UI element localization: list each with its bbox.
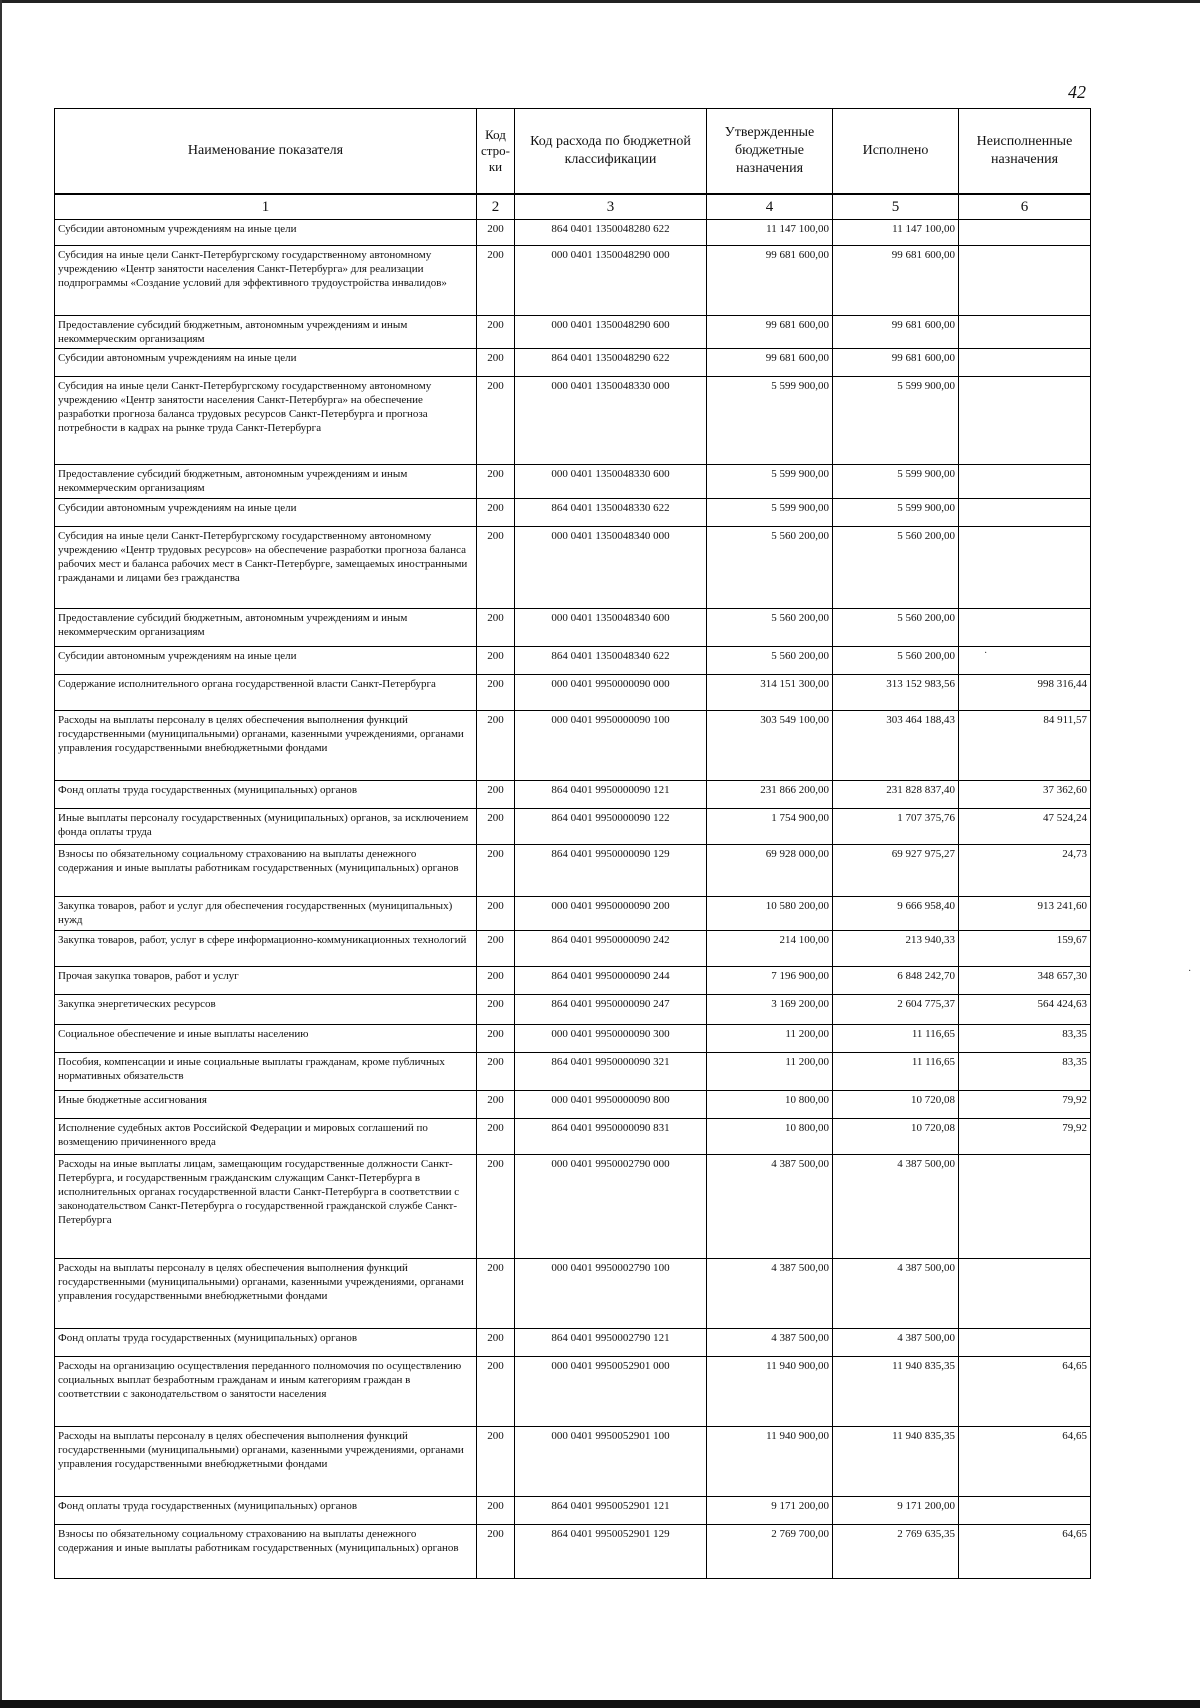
unexecuted-amount: 913 241,60	[959, 897, 1091, 931]
indicator-name: Взносы по обязательному социальному страхованию на выплаты денежного содержания и иные выплаты работникам государственных (муниципальных) органов	[55, 845, 477, 897]
indicator-name: Субсидии автономным учреждениям на иные цели	[55, 349, 477, 377]
table-row	[55, 465, 1091, 499]
expense-code: 864 0401 9950002790 121	[515, 1329, 707, 1357]
unexecuted-amount	[959, 1259, 1091, 1329]
expense-code: 000 0401 1350048330 000	[515, 377, 707, 465]
line-code: 200	[477, 1497, 515, 1525]
executed-amount: 5 560 200,00	[833, 609, 959, 647]
approved-amount: 5 560 200,00	[707, 609, 833, 647]
indicator-name: Закупка энергетических ресурсов	[55, 995, 477, 1025]
executed-amount: 313 152 983,56	[833, 675, 959, 711]
expense-code: 000 0401 9950000090 000	[515, 675, 707, 711]
approved-amount: 2 769 700,00	[707, 1525, 833, 1579]
line-code: 200	[477, 527, 515, 609]
line-code: 200	[477, 465, 515, 499]
expense-code: 864 0401 9950000090 321	[515, 1053, 707, 1091]
unexecuted-amount: 79,92	[959, 1091, 1091, 1119]
line-code: 200	[477, 1259, 515, 1329]
expense-code: 000 0401 1350048330 600	[515, 465, 707, 499]
approved-amount: 99 681 600,00	[707, 316, 833, 349]
indicator-name: Пособия, компенсации и иные социальные выплаты гражданам, кроме публичных нормативных обязательств	[55, 1053, 477, 1091]
indicator-name: Закупка товаров, работ, услуг в сфере информационно-коммуникационных технологий	[55, 931, 477, 967]
line-code: 200	[477, 1091, 515, 1119]
unexecuted-amount	[959, 499, 1091, 527]
executed-amount: 99 681 600,00	[833, 349, 959, 377]
report-body	[55, 220, 1091, 1579]
line-code: 200	[477, 845, 515, 897]
approved-amount: 303 549 100,00	[707, 711, 833, 781]
line-code: 200	[477, 931, 515, 967]
unexecuted-amount: 64,65	[959, 1525, 1091, 1579]
expense-code: 000 0401 9950002790 100	[515, 1259, 707, 1329]
scan-edge-left	[0, 0, 2, 1708]
table-row	[55, 711, 1091, 781]
expense-code: 000 0401 9950000090 100	[515, 711, 707, 781]
expense-code: 864 0401 1350048280 622	[515, 220, 707, 246]
approved-amount: 11 147 100,00	[707, 220, 833, 246]
table-row	[55, 1119, 1091, 1155]
executed-amount: 2 769 635,35	[833, 1525, 959, 1579]
table-row	[55, 1497, 1091, 1525]
approved-amount: 5 599 900,00	[707, 465, 833, 499]
indicator-name: Субсидия на иные цели Санкт-Петербургскому государственному автономному учреждению «Центр занятости населения Санкт-Петербурга» на обеспечение разработки прогноза баланса трудовых ресурсов Санкт-Петербурга и прогноза потребности в кадрах на рынке труда Санкт-Петербурга	[55, 377, 477, 465]
executed-amount: 6 848 242,70	[833, 967, 959, 995]
line-code: 200	[477, 1525, 515, 1579]
approved-amount: 314 151 300,00	[707, 675, 833, 711]
approved-amount: 11 200,00	[707, 1025, 833, 1053]
scan-dot: ·	[1188, 966, 1192, 977]
unexecuted-amount: 47 524,24	[959, 809, 1091, 845]
executed-amount: 303 464 188,43	[833, 711, 959, 781]
scan-dot: ·	[984, 648, 988, 659]
unexecuted-amount	[959, 1497, 1091, 1525]
expense-code: 000 0401 9950000090 300	[515, 1025, 707, 1053]
expense-code: 000 0401 9950052901 000	[515, 1357, 707, 1427]
line-code: 200	[477, 349, 515, 377]
approved-amount: 69 928 000,00	[707, 845, 833, 897]
unexecuted-amount: 79,92	[959, 1119, 1091, 1155]
indicator-name: Субсидия на иные цели Санкт-Петербургскому государственному автономному учреждению «Центр занятости населения Санкт-Петербурга» для реализации подпрограммы «Создание условий для эффективного трудоустройства инвалидов»	[55, 246, 477, 316]
expense-code: 864 0401 9950000090 121	[515, 781, 707, 809]
unexecuted-amount: 64,65	[959, 1427, 1091, 1497]
unexecuted-amount	[959, 349, 1091, 377]
table-row	[55, 1053, 1091, 1091]
approved-amount: 9 171 200,00	[707, 1497, 833, 1525]
unexecuted-amount	[959, 647, 1091, 675]
approved-amount: 4 387 500,00	[707, 1329, 833, 1357]
executed-amount: 4 387 500,00	[833, 1259, 959, 1329]
table-row	[55, 845, 1091, 897]
indicator-name: Расходы на выплаты персоналу в целях обеспечения выполнения функций государственными (муниципальными) органами, казенными учреждениями, органами управления государственными внебюджетными фондами	[55, 1427, 477, 1497]
line-code: 200	[477, 967, 515, 995]
line-code: 200	[477, 995, 515, 1025]
header-expense-code: Код расхода по бюджетной классификации	[515, 109, 707, 195]
line-code: 200	[477, 1053, 515, 1091]
executed-amount: 4 387 500,00	[833, 1329, 959, 1357]
column-number: 2	[477, 194, 515, 220]
header-approved: Утвержденные бюджетные назначения	[707, 109, 833, 195]
header-line-code: Код стро-ки	[477, 109, 515, 195]
expense-code: 000 0401 9950000090 200	[515, 897, 707, 931]
table-row	[55, 897, 1091, 931]
expense-code: 864 0401 9950000090 129	[515, 845, 707, 897]
line-code: 200	[477, 1155, 515, 1259]
indicator-name: Фонд оплаты труда государственных (муниципальных) органов	[55, 1329, 477, 1357]
approved-amount: 231 866 200,00	[707, 781, 833, 809]
table-row	[55, 781, 1091, 809]
approved-amount: 11 940 900,00	[707, 1357, 833, 1427]
line-code: 200	[477, 316, 515, 349]
unexecuted-amount: 83,35	[959, 1025, 1091, 1053]
unexecuted-amount: 24,73	[959, 845, 1091, 897]
unexecuted-amount: 84 911,57	[959, 711, 1091, 781]
line-code: 200	[477, 1329, 515, 1357]
line-code: 200	[477, 220, 515, 246]
column-number: 5	[833, 194, 959, 220]
table-row	[55, 967, 1091, 995]
table-row	[55, 1025, 1091, 1053]
unexecuted-amount	[959, 220, 1091, 246]
header-row	[55, 109, 1091, 195]
table-row	[55, 1329, 1091, 1357]
approved-amount: 5 599 900,00	[707, 377, 833, 465]
line-code: 200	[477, 609, 515, 647]
executed-amount: 5 599 900,00	[833, 465, 959, 499]
line-code: 200	[477, 1119, 515, 1155]
indicator-name: Фонд оплаты труда государственных (муниципальных) органов	[55, 781, 477, 809]
approved-amount: 4 387 500,00	[707, 1259, 833, 1329]
table-row	[55, 1427, 1091, 1497]
executed-amount: 11 147 100,00	[833, 220, 959, 246]
table-row	[55, 1259, 1091, 1329]
unexecuted-amount	[959, 1155, 1091, 1259]
scan-edge-bottom	[0, 1700, 1200, 1708]
approved-amount: 7 196 900,00	[707, 967, 833, 995]
executed-amount: 99 681 600,00	[833, 316, 959, 349]
indicator-name: Иные выплаты персоналу государственных (муниципальных) органов, за исключением фонда оплаты труда	[55, 809, 477, 845]
executed-amount: 11 940 835,35	[833, 1357, 959, 1427]
unexecuted-amount	[959, 1329, 1091, 1357]
unexecuted-amount: 83,35	[959, 1053, 1091, 1091]
approved-amount: 99 681 600,00	[707, 349, 833, 377]
approved-amount: 10 580 200,00	[707, 897, 833, 931]
line-code: 200	[477, 1357, 515, 1427]
approved-amount: 10 800,00	[707, 1119, 833, 1155]
approved-amount: 11 200,00	[707, 1053, 833, 1091]
indicator-name: Иные бюджетные ассигнования	[55, 1091, 477, 1119]
unexecuted-amount	[959, 609, 1091, 647]
table-row	[55, 1357, 1091, 1427]
header-indicator-name: Наименование показателя	[55, 109, 477, 195]
unexecuted-amount: 64,65	[959, 1357, 1091, 1427]
indicator-name: Субсидии автономным учреждениям на иные цели	[55, 499, 477, 527]
line-code: 200	[477, 897, 515, 931]
expense-code: 000 0401 9950052901 100	[515, 1427, 707, 1497]
indicator-name: Расходы на выплаты персоналу в целях обеспечения выполнения функций государственными (муниципальными) органами, казенными учреждениями, органами управления государственными внебюджетными фондами	[55, 1259, 477, 1329]
expense-code: 864 0401 1350048290 622	[515, 349, 707, 377]
unexecuted-amount	[959, 246, 1091, 316]
expense-code: 864 0401 1350048340 622	[515, 647, 707, 675]
header-unexecuted: Неисполненные назначения	[959, 109, 1091, 195]
unexecuted-amount: 564 424,63	[959, 995, 1091, 1025]
indicator-name: Субсидии автономным учреждениям на иные цели	[55, 647, 477, 675]
approved-amount: 11 940 900,00	[707, 1427, 833, 1497]
indicator-name: Взносы по обязательному социальному страхованию на выплаты денежного содержания и иные выплаты работникам государственных (муниципальных) органов	[55, 1525, 477, 1579]
executed-amount: 11 116,65	[833, 1053, 959, 1091]
executed-amount: 9 171 200,00	[833, 1497, 959, 1525]
line-code: 200	[477, 781, 515, 809]
table-row	[55, 349, 1091, 377]
table-row	[55, 647, 1091, 675]
table-row	[55, 609, 1091, 647]
unexecuted-amount	[959, 527, 1091, 609]
line-code: 200	[477, 647, 515, 675]
executed-amount: 11 116,65	[833, 1025, 959, 1053]
expense-code: 864 0401 9950000090 242	[515, 931, 707, 967]
indicator-name: Субсидия на иные цели Санкт-Петербургскому государственному автономному учреждению «Центр трудовых ресурсов» на обеспечение разработки прогноза баланса рабочих мест и баланса рабочих мест в Санкт-Петербурге, замещаемых иностранными гражданами и лицами без гражданства	[55, 527, 477, 609]
unexecuted-amount	[959, 465, 1091, 499]
indicator-name: Закупка товаров, работ и услуг для обеспечения государственных (муниципальных) нужд	[55, 897, 477, 931]
column-number: 3	[515, 194, 707, 220]
line-code: 200	[477, 377, 515, 465]
table-row	[55, 931, 1091, 967]
approved-amount: 99 681 600,00	[707, 246, 833, 316]
budget-report-table	[54, 108, 1091, 1579]
indicator-name: Социальное обеспечение и иные выплаты населению	[55, 1025, 477, 1053]
table-row	[55, 246, 1091, 316]
approved-amount: 5 560 200,00	[707, 527, 833, 609]
executed-amount: 5 599 900,00	[833, 377, 959, 465]
approved-amount: 3 169 200,00	[707, 995, 833, 1025]
unexecuted-amount	[959, 377, 1091, 465]
scan-edge-top	[0, 0, 1200, 3]
line-code: 200	[477, 1025, 515, 1053]
unexecuted-amount	[959, 316, 1091, 349]
expense-code: 000 0401 1350048290 000	[515, 246, 707, 316]
expense-code: 864 0401 1350048330 622	[515, 499, 707, 527]
table-row	[55, 1091, 1091, 1119]
approved-amount: 214 100,00	[707, 931, 833, 967]
table-row	[55, 809, 1091, 845]
approved-amount: 5 599 900,00	[707, 499, 833, 527]
column-number: 4	[707, 194, 833, 220]
executed-amount: 5 599 900,00	[833, 499, 959, 527]
indicator-name: Расходы на организацию осуществления переданного полномочия по осуществлению социальных выплат безработным гражданам и иным категориям граждан в соответствии с законодательством о занятости населения	[55, 1357, 477, 1427]
approved-amount: 5 560 200,00	[707, 647, 833, 675]
header-executed: Исполнено	[833, 109, 959, 195]
expense-code: 000 0401 1350048290 600	[515, 316, 707, 349]
line-code: 200	[477, 1427, 515, 1497]
indicator-name: Предоставление субсидий бюджетным, автономным учреждениям и иным некоммерческим организациям	[55, 316, 477, 349]
expense-code: 000 0401 1350048340 000	[515, 527, 707, 609]
unexecuted-amount: 348 657,30	[959, 967, 1091, 995]
expense-code: 864 0401 9950000090 122	[515, 809, 707, 845]
indicator-name: Фонд оплаты труда государственных (муниципальных) органов	[55, 1497, 477, 1525]
indicator-name: Расходы на выплаты персоналу в целях обеспечения выполнения функций государственными (муниципальными) органами, казенными учреждениями, органами управления государственными внебюджетными фондами	[55, 711, 477, 781]
line-code: 200	[477, 675, 515, 711]
column-number: 6	[959, 194, 1091, 220]
table-row	[55, 499, 1091, 527]
line-code: 200	[477, 499, 515, 527]
table-row	[55, 1525, 1091, 1579]
table-row	[55, 377, 1091, 465]
executed-amount: 2 604 775,37	[833, 995, 959, 1025]
table-row	[55, 995, 1091, 1025]
approved-amount: 1 754 900,00	[707, 809, 833, 845]
expense-code: 864 0401 9950000090 831	[515, 1119, 707, 1155]
executed-amount: 9 666 958,40	[833, 897, 959, 931]
executed-amount: 69 927 975,27	[833, 845, 959, 897]
column-number: 1	[55, 194, 477, 220]
table-row	[55, 675, 1091, 711]
table-row	[55, 220, 1091, 246]
executed-amount: 231 828 837,40	[833, 781, 959, 809]
indicator-name: Субсидии автономным учреждениям на иные цели	[55, 220, 477, 246]
approved-amount: 10 800,00	[707, 1091, 833, 1119]
indicator-name: Предоставление субсидий бюджетным, автономным учреждениям и иным некоммерческим организациям	[55, 465, 477, 499]
page-number: 42	[1068, 82, 1086, 102]
table-row	[55, 316, 1091, 349]
executed-amount: 99 681 600,00	[833, 246, 959, 316]
executed-amount: 11 940 835,35	[833, 1427, 959, 1497]
line-code: 200	[477, 711, 515, 781]
expense-code: 864 0401 9950000090 244	[515, 967, 707, 995]
executed-amount: 1 707 375,76	[833, 809, 959, 845]
executed-amount: 10 720,08	[833, 1119, 959, 1155]
expense-code: 864 0401 9950000090 247	[515, 995, 707, 1025]
executed-amount: 5 560 200,00	[833, 527, 959, 609]
expense-code: 000 0401 1350048340 600	[515, 609, 707, 647]
line-code: 200	[477, 809, 515, 845]
executed-amount: 10 720,08	[833, 1091, 959, 1119]
table-row	[55, 1155, 1091, 1259]
unexecuted-amount: 998 316,44	[959, 675, 1091, 711]
expense-code: 000 0401 9950000090 800	[515, 1091, 707, 1119]
executed-amount: 4 387 500,00	[833, 1155, 959, 1259]
expense-code: 864 0401 9950052901 121	[515, 1497, 707, 1525]
executed-amount: 5 560 200,00	[833, 647, 959, 675]
approved-amount: 4 387 500,00	[707, 1155, 833, 1259]
expense-code: 000 0401 9950002790 000	[515, 1155, 707, 1259]
indicator-name: Прочая закупка товаров, работ и услуг	[55, 967, 477, 995]
indicator-name: Расходы на иные выплаты лицам, замещающим государственные должности Санкт-Петербурга, и государственным гражданским служащим Санкт-Петербурга в исполнительных органах государственной власти Санкт-Петербурга в соответствии с законодательством Санкт-Петербурга о государственной гражданской службе Санкт-Петербурга	[55, 1155, 477, 1259]
indicator-name: Предоставление субсидий бюджетным, автономным учреждениям и иным некоммерческим организациям	[55, 609, 477, 647]
column-number-row	[55, 194, 1091, 220]
indicator-name: Исполнение судебных актов Российской Федерации и мировых соглашений по возмещению причиненного вреда	[55, 1119, 477, 1155]
expense-code: 864 0401 9950052901 129	[515, 1525, 707, 1579]
indicator-name: Содержание исполнительного органа государственной власти Санкт-Петербурга	[55, 675, 477, 711]
table-row	[55, 527, 1091, 609]
line-code: 200	[477, 246, 515, 316]
unexecuted-amount: 159,67	[959, 931, 1091, 967]
executed-amount: 213 940,33	[833, 931, 959, 967]
unexecuted-amount: 37 362,60	[959, 781, 1091, 809]
